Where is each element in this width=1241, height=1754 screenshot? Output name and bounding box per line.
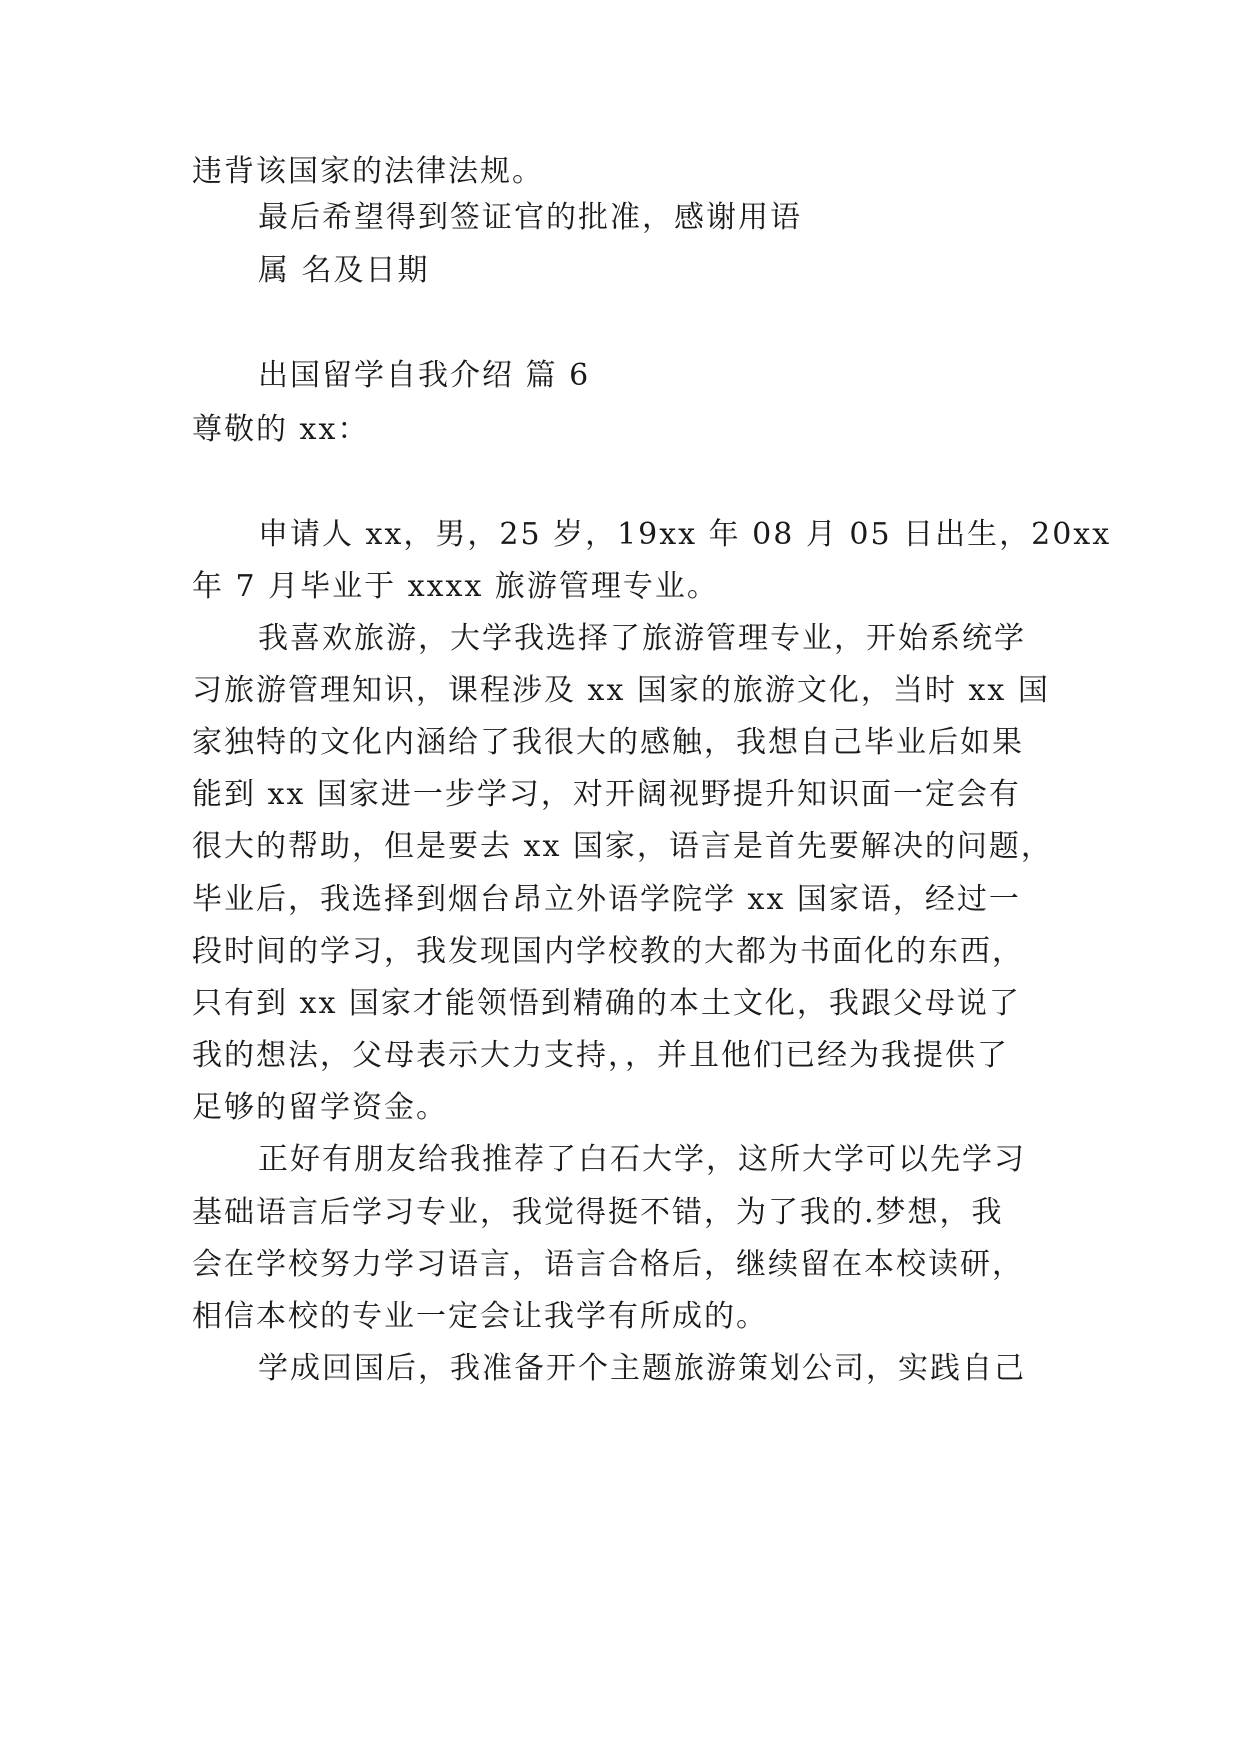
text-line: 正好有朋友给我推荐了白石大学，这所大学可以先学习	[258, 1142, 1026, 1177]
section-heading: 出国留学自我介绍 篇 6	[258, 358, 591, 393]
text-line: 我的想法，父母表示大力支持，，并且他们已经为我提供了	[192, 1038, 1009, 1073]
text-line: 毕业后，我选择到烟台昂立外语学院学 xx 国家语，经过一	[192, 882, 1021, 917]
text-line: 很大的帮助，但是要去 xx 国家，语言是首先要解决的问题，	[192, 829, 1053, 864]
text-line: 能到 xx 国家进一步学习，对开阔视野提升知识面一定会有	[192, 777, 1021, 812]
text-line: 习旅游管理知识，课程涉及 xx 国家的旅游文化，当时 xx 国	[192, 673, 1050, 708]
text-line: 学成回国后，我准备开个主题旅游策划公司，实践自己	[258, 1351, 1026, 1386]
text-line: 年 7 月毕业于 xxxx 旅游管理专业。	[192, 569, 719, 604]
text-line: 申请人 xx，男，25 岁，19xx 年 08 月 05 日出生，20xx	[258, 517, 1112, 552]
text-line: 家独特的文化内涵给了我很大的感触，我想自己毕业后如果	[192, 725, 1024, 760]
text-line: 违背该国家的法律法规。	[192, 154, 544, 189]
text-line: 段时间的学习，我发现国内学校教的大都为书面化的东西，	[192, 934, 1024, 969]
text-line: 只有到 xx 国家才能领悟到精确的本土文化，我跟父母说了	[192, 986, 1021, 1021]
text-line: 相信本校的专业一定会让我学有所成的。	[192, 1299, 768, 1334]
text-line: 基础语言后学习专业，我觉得挺不错，为了我的.梦想，我	[192, 1195, 1004, 1230]
text-line: 足够的留学资金。	[192, 1090, 448, 1125]
text-line: 会在学校努力学习语言，语言合格后，继续留在本校读研，	[192, 1247, 1024, 1282]
salutation: 尊敬的 xx：	[192, 412, 370, 447]
text-line: 最后希望得到签证官的批准，感谢用语	[258, 200, 802, 235]
text-line: 属 名及日期	[258, 253, 430, 288]
text-line: 我喜欢旅游，大学我选择了旅游管理专业，开始系统学	[258, 621, 1026, 656]
